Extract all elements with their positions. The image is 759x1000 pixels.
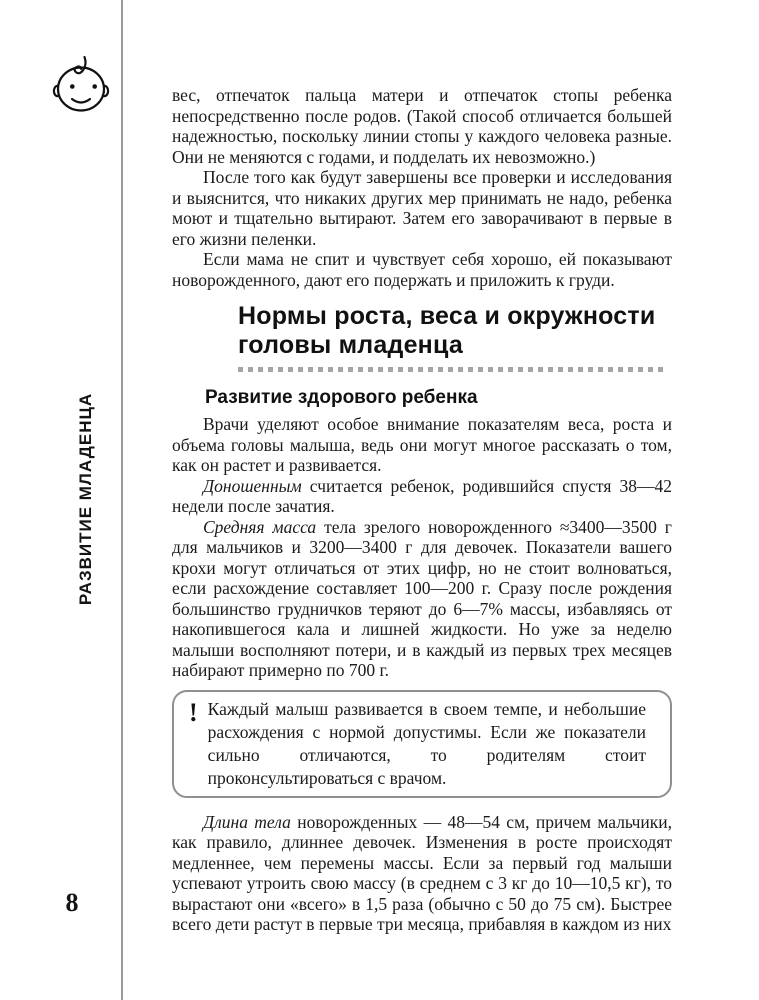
paragraph-average-mass-text: тела зрелого новорожденного ≈3400—3500 г для мальчиков и 3200—3400 г для девочек. Показатели вашего крохи могут отличаться от этих цифр, но не стоит волноваться, если расхождение составляет 100—200 г. Сразу после рождения большинство грудничков теряют до 6—7% массы, избавляясь от накопившегося кала и лишней жидкости. Но уже за неделю малыши восполняют потери, и в каждый из первых трех месяцев набирают примерно по 700 г.	[172, 516, 672, 680]
note-box-text: Каждый малыш развивается в своем темпе, и небольшие расхождения с нормой допустимы. Если же показатели сильно отличаются, то родителям стоит проконсультироваться с врачом.	[207, 698, 646, 788]
paragraph-full-term-text: считается ребенок, родившийся спустя 38—42 недели после зачатия.	[172, 475, 672, 516]
text-column	[172, 85, 672, 935]
exclamation-icon: !	[189, 697, 198, 727]
paragraph-doctors: Врачи уделяют особое внимание показателям веса, роста и объема головы малыша, ведь они могут многое рассказать о том, как он растет и развивается.	[172, 414, 672, 475]
paragraph-mother: Если мама не спит и чувствует себя хорошо, ей показывают новорожденного, дают его подержать и приложить к груди.	[172, 249, 672, 290]
margin-divider-line	[121, 0, 123, 1000]
section-heading: Нормы роста, веса и окружности головы младенца	[238, 302, 656, 359]
paragraph-average-mass	[172, 517, 672, 681]
paragraph-after-checks: После того как будут завершены все проверки и исследования и выяснится, что никаких других мер принимать не надо, ребенка моют и тщательно вытирают. Затем его заворачивают в первые в его жизни пеленки.	[172, 167, 672, 249]
note-box	[172, 690, 672, 798]
page-number: 8	[65, 888, 79, 917]
baby-face-icon	[50, 55, 112, 117]
term-full-term: Доношенным	[203, 475, 302, 496]
paragraph-body-length-text: новорожденных — 48—54 см, причем мальчики, как правило, длиннее девочек. Изменения в росте происходят медленнее, чем перемены массы. Если за первый год малыши успевают утроить свою массу (в среднем с 3 кг до 10—10,5 кг), то вырастают они «всего» в 1,5 раза (обычно с 50 до 75 см). Быстрее всего дети растут в первые три месяца, прибавляя в каждом из них	[172, 811, 672, 934]
term-body-length: Длина тела	[203, 811, 291, 832]
paragraph-fingerprints: вес, отпечаток пальца матери и отпечаток стопы ребенка непосредственно после родов. (Такой способ отличается большей надежностью, поскольку линии стопы у каждого человека разные. Они не меняются с годами, и подделать их невозможно.)	[172, 85, 672, 167]
chapter-title-vertical: РАЗВИТИЕ МЛАДЕНЦА	[76, 392, 95, 606]
section-divider-dashes	[238, 367, 668, 372]
subsection-heading: Развитие здорового ребенка	[205, 387, 478, 408]
paragraph-body-length	[172, 812, 672, 935]
paragraph-full-term	[172, 476, 672, 517]
term-average-mass: Средняя масса	[203, 516, 317, 537]
